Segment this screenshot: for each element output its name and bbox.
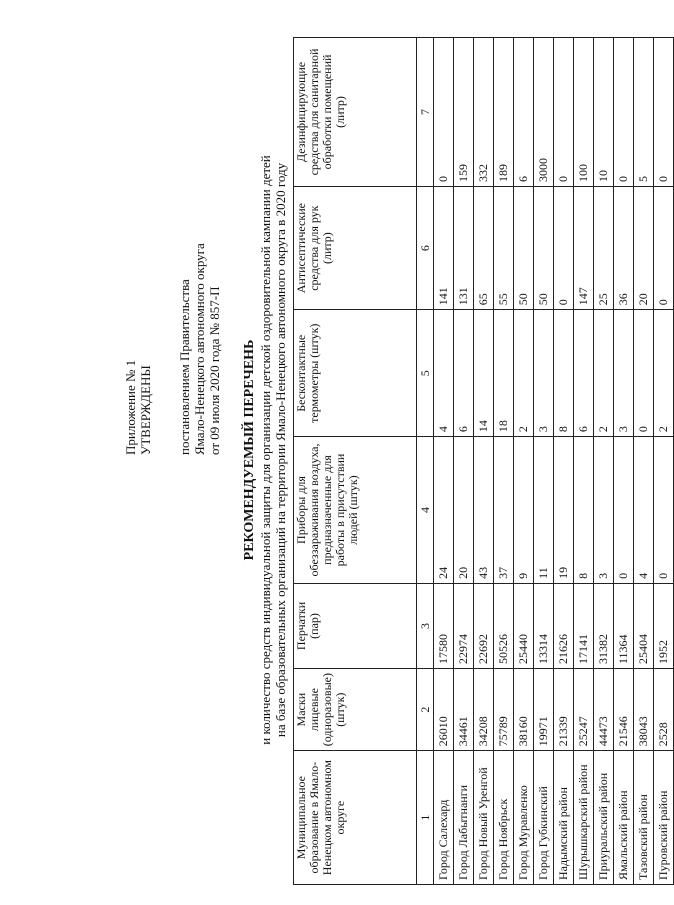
air-disinfectors-cell: 0 <box>654 437 674 584</box>
gloves-cell: 13314 <box>534 583 554 668</box>
gloves-cell: 17141 <box>574 583 594 668</box>
hand-antiseptics-cell: 36 <box>614 186 634 309</box>
table-header-row <box>294 38 417 885</box>
hand-antiseptics-cell: 25 <box>594 186 614 309</box>
masks-cell: 34208 <box>474 669 494 751</box>
thermometers-cell: 14 <box>474 310 494 437</box>
disinfectants-cell: 0 <box>654 38 674 187</box>
column-number: 3 <box>417 583 434 668</box>
gloves-cell: 25440 <box>514 583 534 668</box>
thermometers-cell: 4 <box>434 310 454 437</box>
municipality-cell: Тазовский район <box>634 751 654 885</box>
government-line: Ямало-Ненецкого автономного округа <box>192 243 207 455</box>
disinfectants-cell: 0 <box>554 38 574 187</box>
air-disinfectors-cell: 3 <box>594 437 614 584</box>
gloves-cell: 22692 <box>474 583 494 668</box>
column-number: 2 <box>417 669 434 751</box>
masks-cell: 21546 <box>614 669 634 751</box>
hand-antiseptics-cell: 55 <box>494 186 514 309</box>
masks-cell: 38160 <box>514 669 534 751</box>
table-row <box>574 38 594 885</box>
column-number: 6 <box>417 186 434 309</box>
hand-antiseptics-cell: 65 <box>474 186 494 309</box>
air-disinfectors-cell: 43 <box>474 437 494 584</box>
column-number: 1 <box>417 751 434 885</box>
thermometers-cell: 8 <box>554 310 574 437</box>
gloves-cell: 50526 <box>494 583 514 668</box>
masks-cell: 38043 <box>634 669 654 751</box>
masks-cell: 75789 <box>494 669 514 751</box>
municipality-cell: Город Салехард <box>434 751 454 885</box>
thermometers-cell: 6 <box>454 310 474 437</box>
resolution-date: от 09 июля 2020 года № 857-П <box>207 286 222 455</box>
masks-cell: 25247 <box>574 669 594 751</box>
air-disinfectors-cell: 0 <box>614 437 634 584</box>
disinfectants-cell: 5 <box>634 38 654 187</box>
disinfectants-cell: 3000 <box>534 38 554 187</box>
document-title: РЕКОМЕНДУЕМЫЙ ПЕРЕЧЕНЬ <box>242 339 257 561</box>
disinfectants-cell: 6 <box>514 38 534 187</box>
municipality-cell: Приуральский район <box>594 751 614 885</box>
thermometers-cell: 18 <box>494 310 514 437</box>
hand-antiseptics-cell: 0 <box>654 186 674 309</box>
disinfectants-cell: 0 <box>614 38 634 187</box>
disinfectants-cell: 0 <box>434 38 454 187</box>
disinfectants-cell: 332 <box>474 38 494 187</box>
air-disinfectors-cell: 19 <box>554 437 574 584</box>
table-row <box>474 38 494 885</box>
hand-antiseptics-cell: 0 <box>554 186 574 309</box>
table-row <box>534 38 554 885</box>
header-thermometers: Бесконтактные термометры (штук) <box>294 310 417 437</box>
table-row <box>594 38 614 885</box>
approved-label: УТВЕРЖДЕНЫ <box>138 365 153 455</box>
municipality-cell: Шурышкарский район <box>574 751 594 885</box>
municipality-cell: Город Ноябрьск <box>494 751 514 885</box>
table-row <box>454 38 474 885</box>
masks-cell: 21339 <box>554 669 574 751</box>
thermometers-cell: 2 <box>654 310 674 437</box>
municipality-cell: Город Губкинский <box>534 751 554 885</box>
masks-cell: 2528 <box>654 669 674 751</box>
masks-cell: 19971 <box>534 669 554 751</box>
air-disinfectors-cell: 9 <box>514 437 534 584</box>
column-number: 4 <box>417 437 434 584</box>
header-disinfectants: Дезинфицирующие средства для санитарной обработки помещений (литр) <box>294 38 417 187</box>
approval-block <box>123 35 222 455</box>
air-disinfectors-cell: 24 <box>434 437 454 584</box>
thermometers-cell: 3 <box>534 310 554 437</box>
municipality-cell: Город Муравленко <box>514 751 534 885</box>
column-number: 5 <box>417 310 434 437</box>
ppe-table <box>293 37 674 885</box>
table-row <box>434 38 454 885</box>
table-row <box>514 38 534 885</box>
gloves-cell: 25404 <box>634 583 654 668</box>
thermometers-cell: 2 <box>594 310 614 437</box>
column-number-row <box>417 38 434 885</box>
municipality-cell: Город Новый Уренгой <box>474 751 494 885</box>
hand-antiseptics-cell: 141 <box>434 186 454 309</box>
hand-antiseptics-cell: 131 <box>454 186 474 309</box>
thermometers-cell: 2 <box>514 310 534 437</box>
hand-antiseptics-cell: 147 <box>574 186 594 309</box>
header-municipality: Муниципальное образование в Ямало-Ненецком автономном округе <box>294 751 417 885</box>
hand-antiseptics-cell: 50 <box>534 186 554 309</box>
table-row <box>554 38 574 885</box>
air-disinfectors-cell: 4 <box>634 437 654 584</box>
document-heading <box>242 15 288 885</box>
municipality-cell: Ямальский район <box>614 751 634 885</box>
thermometers-cell: 3 <box>614 310 634 437</box>
hand-antiseptics-cell: 20 <box>634 186 654 309</box>
air-disinfectors-cell: 11 <box>534 437 554 584</box>
header-air-disinfectors: Приборы для обеззараживания воздуха, предназначенные для работы в присутствии людей (штук) <box>294 437 417 584</box>
appendix-number: Приложение № 1 <box>123 359 138 455</box>
gloves-cell: 17580 <box>434 583 454 668</box>
masks-cell: 34461 <box>454 669 474 751</box>
gloves-cell: 1952 <box>654 583 674 668</box>
document-subtitle-line2: на базе образовательных организаций на территории Ямало-Ненецкого автономного округа в 2020 году <box>273 162 288 738</box>
header-masks: Маски лицевые (одноразовые) (штук) <box>294 669 417 751</box>
municipality-cell: Город Лабытнанги <box>454 751 474 885</box>
table-row <box>654 38 674 885</box>
air-disinfectors-cell: 8 <box>574 437 594 584</box>
table-row <box>634 38 654 885</box>
thermometers-cell: 6 <box>574 310 594 437</box>
disinfectants-cell: 10 <box>594 38 614 187</box>
municipality-cell: Пуровский район <box>654 751 674 885</box>
gloves-cell: 31382 <box>594 583 614 668</box>
table-row <box>614 38 634 885</box>
gloves-cell: 22974 <box>454 583 474 668</box>
air-disinfectors-cell: 20 <box>454 437 474 584</box>
rotated-page <box>15 15 670 885</box>
table-row <box>494 38 514 885</box>
gloves-cell: 21626 <box>554 583 574 668</box>
column-number: 7 <box>417 38 434 187</box>
disinfectants-cell: 159 <box>454 38 474 187</box>
municipality-cell: Надымский район <box>554 751 574 885</box>
disinfectants-cell: 189 <box>494 38 514 187</box>
masks-cell: 44473 <box>594 669 614 751</box>
gloves-cell: 11364 <box>614 583 634 668</box>
thermometers-cell: 0 <box>634 310 654 437</box>
document-subtitle-line1: и количество средств индивидуальной защиты для организации детской оздоровительной кампании детей <box>258 155 273 745</box>
air-disinfectors-cell: 37 <box>494 437 514 584</box>
resolution-line: постановлением Правительства <box>177 279 192 455</box>
masks-cell: 26010 <box>434 669 454 751</box>
header-gloves: Перчатки (пар) <box>294 583 417 668</box>
disinfectants-cell: 100 <box>574 38 594 187</box>
header-hand-antiseptics: Антисептические средства для рук (литр) <box>294 186 417 309</box>
hand-antiseptics-cell: 50 <box>514 186 534 309</box>
